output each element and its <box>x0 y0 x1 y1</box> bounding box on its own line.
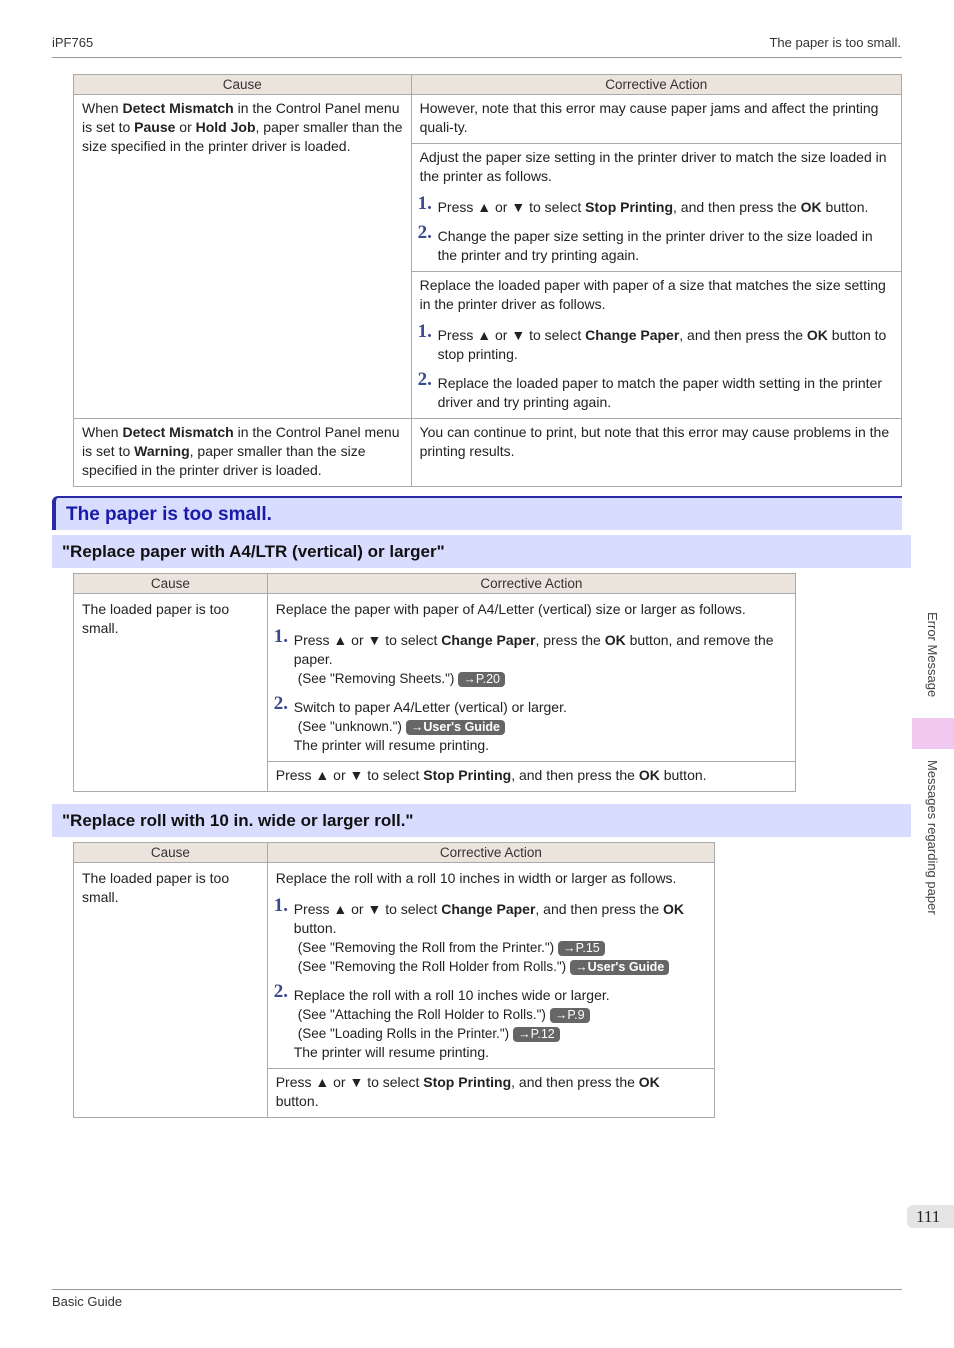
footer-rule <box>52 1289 902 1290</box>
section-heading-a4: "Replace paper with A4/LTR (vertical) or larger" <box>52 535 911 568</box>
step-item: 1. Press ▲ or ▼ to select Change Paper, and then press the OK button to stop printing. <box>417 321 887 362</box>
step-item: 1. Press ▲ or ▼ to select Change Paper, and then press the OK button. (See "Removing the Roll from the Printer.") →P.15 (See "Removing the Roll Holder from Rolls.") →User's Guide <box>273 895 685 974</box>
action-cell: Adjust the paper size setting in the printer driver to match the size loaded in the printer as follows. 1. Press ▲ or ▼ to select Stop Printing, and then press the OK button. 2. Change the paper size setting in the printer driver to the size loaded in the printer and try printing again. <box>411 144 901 272</box>
page-link[interactable]: →P.12 <box>513 1027 560 1042</box>
action-cell: Replace the loaded paper with paper of a size that matches the size setting in the printer driver as follows. 1. Press ▲ or ▼ to select Change Paper, and then press the OK button to stop printing. 2. Replace the loaded paper to match the paper width setting in the printer driver and try printing again. <box>411 272 901 419</box>
cause-cell: When Detect Mismatch in the Control Panel menu is set to Warning, paper smaller than the size specified in the printer driver is loaded. <box>74 419 412 487</box>
column-header-cause: Cause <box>74 574 268 594</box>
side-tab-messages-paper[interactable]: Messages regarding paper <box>925 760 940 915</box>
side-tab-marker <box>912 718 954 749</box>
section-heading-roll: "Replace roll with 10 in. wide or larger roll." <box>52 804 911 837</box>
page-link[interactable]: →P.20 <box>458 672 505 687</box>
cause-action-table-3 <box>73 842 715 1118</box>
header-section: The paper is too small. <box>769 35 901 50</box>
step-item: 2. Change the paper size setting in the printer driver to the size loaded in the printer and try printing again. <box>417 222 873 263</box>
action-cell: Replace the paper with paper of A4/Letter (vertical) size or larger as follows. 1. Press ▲ or ▼ to select Change Paper, press the OK button, and remove the paper. (See "Removing Sheets.") →P.20 2. Switch to paper A4/Letter (vertical) or larger. (See "unknown.") →User's Guide The printer will resume printing. <box>267 594 795 762</box>
page-title: The paper is too small. <box>52 496 902 530</box>
action-cell: Press ▲ or ▼ to select Stop Printing, and then press the OK button. <box>267 1069 714 1118</box>
action-cell: You can continue to print, but note that this error may cause problems in the printing results. <box>411 419 901 487</box>
column-header-action: Corrective Action <box>267 843 714 863</box>
step-item: 2. Replace the roll with a roll 10 inches wide or larger. (See "Attaching the Roll Holder to Rolls.") →P.9 (See "Loading Rolls in the Printer.") →P.12 The printer will resume printing. <box>273 981 610 1060</box>
cause-cell: When Detect Mismatch in the Control Panel menu is set to Pause or Hold Job, paper smaller than the size specified in the printer driver is loaded. <box>74 95 412 419</box>
cause-action-table-2 <box>73 573 796 792</box>
step-item: 2. Switch to paper A4/Letter (vertical) or larger. (See "unknown.") →User's Guide The printer will resume printing. <box>273 693 567 753</box>
cause-cell: The loaded paper is too small. <box>74 863 268 1118</box>
step-item: 1. Press ▲ or ▼ to select Stop Printing, and then press the OK button. <box>417 193 869 215</box>
column-header-cause: Cause <box>74 75 412 95</box>
action-cell: Replace the roll with a roll 10 inches in width or larger as follows. 1. Press ▲ or ▼ to select Change Paper, and then press the OK button. (See "Removing the Roll from the Printer.") →P.15 (See "Removing the Roll Holder from Rolls.") →User's Guide 2. Replace the roll with a roll 10 inches wide or larger. (See "Attaching the Roll Holder to Rolls.") →P.9 (See "Loading Rolls in the Printer.") →P.12 The printer will resume printing. <box>267 863 714 1069</box>
action-cell: Press ▲ or ▼ to select Stop Printing, and then press the OK button. <box>267 762 795 792</box>
users-guide-link[interactable]: →User's Guide <box>570 960 669 975</box>
page-number: 111 <box>907 1205 954 1228</box>
column-header-cause: Cause <box>74 843 268 863</box>
cause-action-table-1 <box>73 74 902 487</box>
page-link[interactable]: →P.15 <box>558 941 605 956</box>
users-guide-link[interactable]: →User's Guide <box>406 720 505 735</box>
step-item: 2. Replace the loaded paper to match the paper width setting in the printer driver and try printing again. <box>417 369 882 410</box>
header-rule <box>52 57 902 58</box>
side-tab-error-message[interactable]: Error Message <box>925 612 940 698</box>
column-header-action: Corrective Action <box>267 574 795 594</box>
column-header-action: Corrective Action <box>411 75 901 95</box>
header-model: iPF765 <box>52 35 94 50</box>
action-cell: However, note that this error may cause paper jams and affect the printing quali-ty. <box>411 95 901 144</box>
page-link[interactable]: →P.9 <box>550 1008 590 1023</box>
cause-cell: The loaded paper is too small. <box>74 594 268 792</box>
footer-guide: Basic Guide <box>52 1294 123 1309</box>
step-item: 1. Press ▲ or ▼ to select Change Paper, press the OK button, and remove the paper. (See "Removing Sheets.") →P.20 <box>273 626 774 686</box>
